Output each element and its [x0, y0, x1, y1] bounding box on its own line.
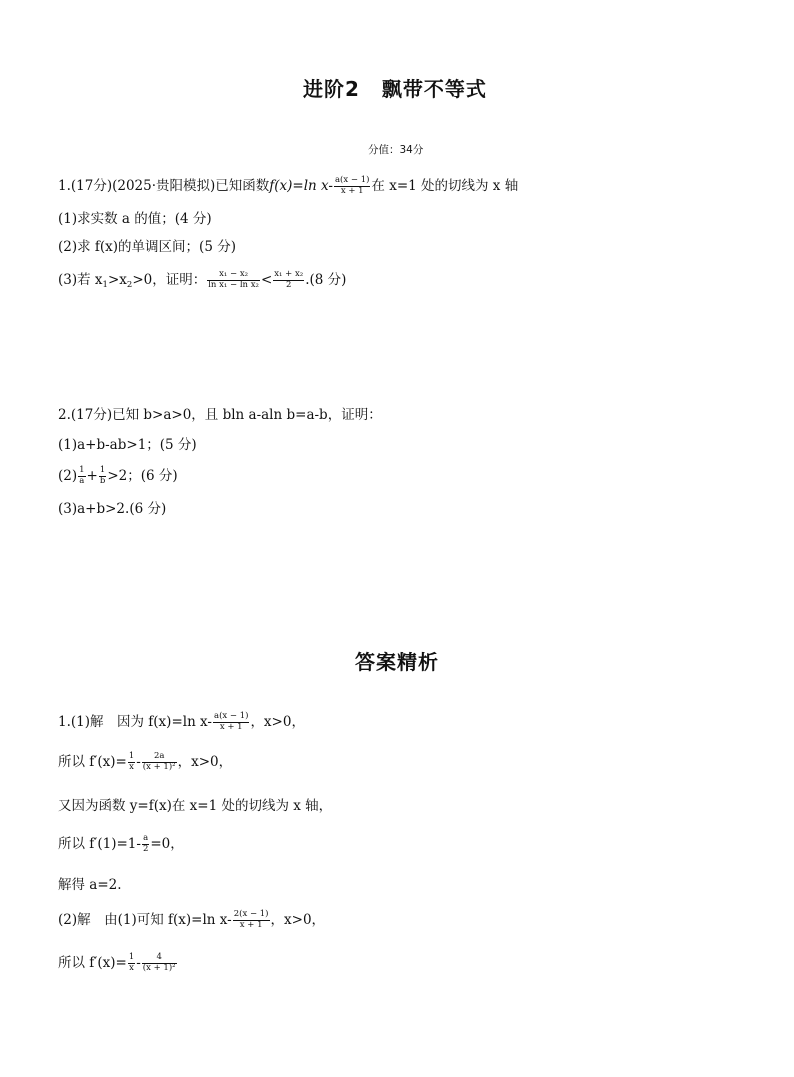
- plus-sign: +: [86, 467, 98, 484]
- q2-suffix: >2；(6 分): [107, 467, 178, 484]
- answer-line-4: [58, 834, 184, 855]
- answer7-fraction-1: [128, 953, 135, 974]
- answer2-prefix: 所以 f′(x)=: [58, 753, 127, 770]
- problem1-statement: [58, 176, 518, 197]
- score-label: 分值：34分: [368, 144, 424, 156]
- answer6-suffix: ，x>0，: [270, 911, 326, 928]
- fraction-denominator: ln x₁ − ln x₂: [208, 279, 259, 290]
- q3-suffix: .(8 分): [305, 271, 347, 288]
- fraction-denominator: (x + 1)²: [142, 761, 176, 772]
- minus-sign: -: [136, 753, 141, 770]
- answer1-fraction: [213, 712, 249, 733]
- problem1-q3: [58, 270, 346, 291]
- q3-prefix: (3)若 x: [58, 271, 103, 288]
- fraction-denominator: x + 1: [340, 185, 364, 196]
- subscript: 2: [126, 279, 133, 290]
- fraction-denominator: (x + 1)²: [142, 962, 176, 973]
- answer-line-7: [58, 953, 178, 974]
- q3-fraction-left: [207, 270, 260, 291]
- title-part2: 飘带不等式: [381, 77, 487, 101]
- fraction-denominator: a: [79, 475, 85, 486]
- answer6-fraction: [233, 910, 270, 931]
- q2-fraction-a: [78, 466, 85, 487]
- fraction-numerator: 1: [128, 952, 135, 962]
- title-part1: 进阶2: [303, 77, 360, 101]
- problem1-q1: (1)求实数 a 的值；(4 分): [58, 211, 212, 227]
- problem2-q2: [58, 466, 178, 487]
- answer7-fraction-2: [142, 953, 177, 974]
- fraction-numerator: 2(x − 1): [233, 909, 269, 919]
- fraction-numerator: 1: [99, 465, 106, 475]
- q3-fraction-right: [273, 270, 304, 291]
- fraction-numerator: 4: [142, 953, 177, 964]
- fraction-numerator: 1: [79, 465, 85, 475]
- subscript: 1: [102, 279, 108, 290]
- answer-line-3: 又因为函数 y=f(x)在 x=1 处的切线为 x 轴，: [58, 798, 333, 814]
- answer7-prefix: 所以 f′(x)=: [58, 954, 127, 971]
- fraction-denominator: x + 1: [219, 721, 243, 732]
- fraction-denominator: b: [99, 475, 106, 486]
- fraction-numerator: a: [143, 833, 149, 843]
- fraction-numerator: a(x − 1): [334, 175, 370, 185]
- answer1-prefix: 1.(1)解 因为 f(x)=ln x-: [58, 713, 212, 730]
- answers-title: 答案精析: [355, 650, 439, 674]
- problem2-q1: (1)a+b-ab>1；(5 分): [58, 437, 197, 453]
- fraction-numerator: 1: [128, 751, 135, 761]
- problem1-function: f(x)=ln x-: [269, 177, 333, 194]
- fraction-denominator: 2: [142, 843, 149, 854]
- answer2-fraction-1: [128, 752, 135, 773]
- answer1-suffix: ，x>0，: [250, 713, 305, 730]
- answer2-fraction-2: [142, 752, 177, 773]
- less-than-sign: <: [260, 271, 273, 288]
- fraction-denominator: x + 1: [239, 919, 263, 930]
- problem2-statement: 2.(17分)已知 b>a>0，且 bln a-aln b=a-b，证明：: [58, 407, 382, 423]
- problem1-suffix: 在 x=1 处的切线为 x 轴: [371, 177, 519, 194]
- fraction-numerator: a(x − 1): [214, 711, 249, 721]
- q2-prefix: (2): [58, 467, 78, 484]
- answer4-suffix: =0，: [150, 835, 184, 852]
- fraction-numerator: x₁ + x₂: [274, 269, 304, 279]
- answer-line-2: [58, 752, 232, 773]
- problem1-fraction: [334, 176, 370, 197]
- problem1-q2: (2)求 f(x)的单调区间；(5 分): [58, 239, 236, 255]
- problem1-prefix: 1.(17分)(2025·贵阳模拟)已知函数: [58, 177, 270, 194]
- answer-line-5: 解得 a=2.: [58, 877, 122, 893]
- answer4-prefix: 所以 f′(1)=1-: [58, 835, 141, 852]
- answer-line-1: [58, 712, 305, 733]
- fraction-denominator: 2: [286, 279, 292, 290]
- answer6-prefix: (2)解 由(1)可知 f(x)=ln x-: [58, 911, 232, 928]
- answer4-fraction: [142, 834, 149, 855]
- fraction-numerator: x₁ − x₂: [207, 270, 260, 281]
- q3-after: >0，证明：: [132, 271, 207, 288]
- q2-fraction-b: [99, 466, 106, 487]
- q3-mid: >x: [107, 271, 127, 288]
- minus-sign: -: [136, 954, 141, 971]
- answer2-suffix: ，x>0，: [177, 753, 233, 770]
- fraction-denominator: x: [129, 761, 134, 772]
- answer-line-6: [58, 910, 325, 931]
- fraction-denominator: x: [129, 962, 134, 973]
- fraction-numerator: 2a: [142, 752, 177, 763]
- page-title: [303, 79, 487, 99]
- problem2-q3: (3)a+b>2.(6 分): [58, 501, 167, 517]
